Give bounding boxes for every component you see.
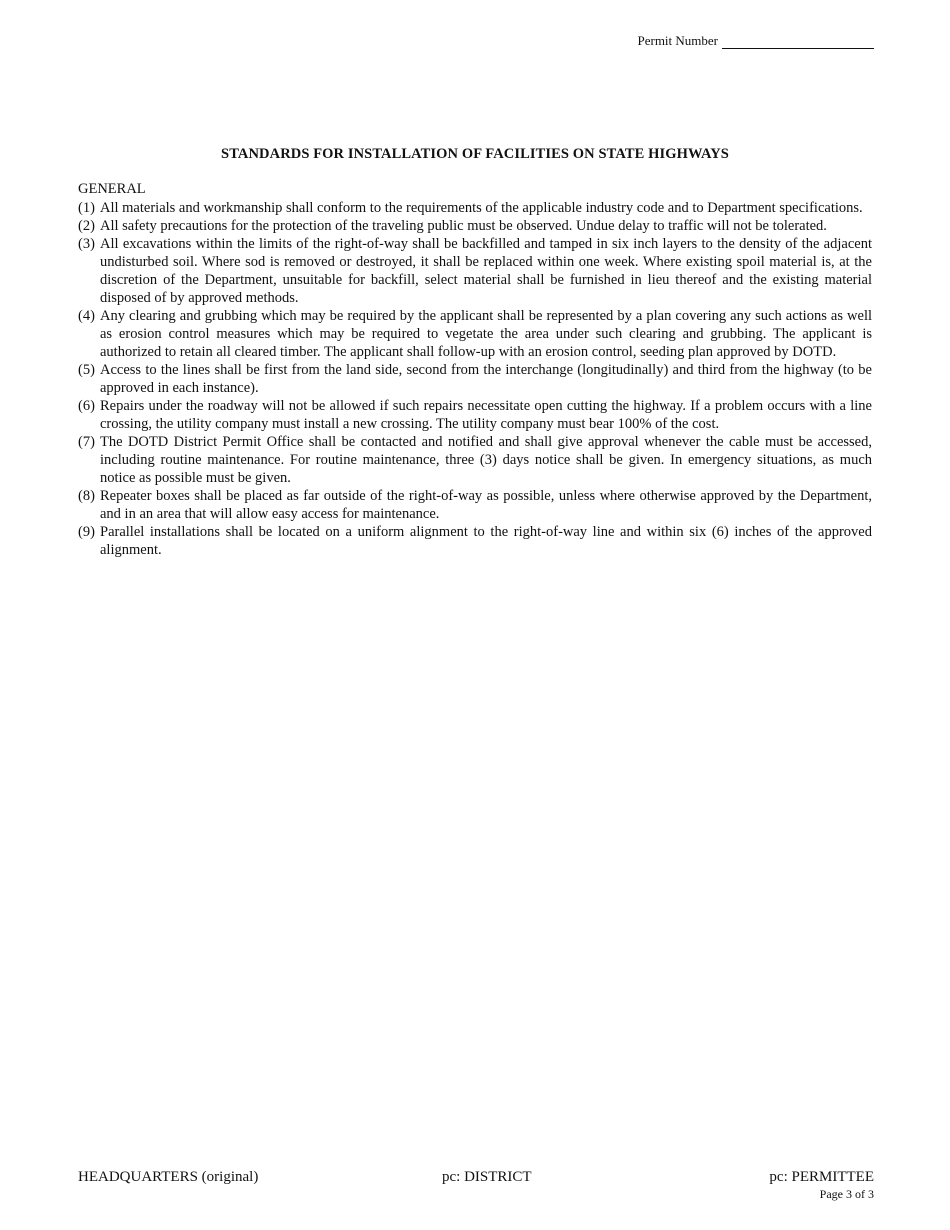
footer-permittee: pc: PERMITTEE (769, 1169, 874, 1185)
page-number: Page 3 of 3 (819, 1187, 874, 1201)
item-number: (6) (78, 398, 95, 414)
item-number: (2) (78, 218, 95, 234)
list-item (78, 487, 872, 523)
item-number: (1) (78, 200, 95, 216)
list-item (78, 361, 872, 397)
section-heading: GENERAL (78, 181, 146, 197)
list-item (78, 397, 872, 433)
item-text: Repeater boxes shall be placed as far outside of the right-of-way as possible, unless where otherwise approved by the Department, and in an area that will allow easy access for maintenance. (100, 488, 872, 522)
permit-number-field (637, 33, 874, 49)
list-item (78, 307, 872, 361)
item-text: All safety precautions for the protection of the traveling public must be observed. Undue delay to traffic will not be tolerated. (100, 218, 827, 234)
list-item (78, 235, 872, 307)
item-text: All materials and workmanship shall conform to the requirements of the applicable industry code and to Department specifications. (100, 200, 863, 216)
item-number: (3) (78, 236, 95, 252)
item-number: (7) (78, 434, 95, 450)
item-number: (5) (78, 362, 95, 378)
item-number: (8) (78, 488, 95, 504)
item-text: The DOTD District Permit Office shall be contacted and notified and shall give approval whenever the cable must be accessed, including routine maintenance. For routine maintenance, three (3) days notice shall be given. In emergency situations, as much notice as possible must be given. (100, 434, 872, 486)
list-item (78, 199, 872, 217)
list-item (78, 217, 872, 235)
permit-number-blank-line (722, 36, 874, 49)
footer-district: pc: DISTRICT (442, 1169, 532, 1185)
page-title: STANDARDS FOR INSTALLATION OF FACILITIES ON STATE HIGHWAYS (221, 146, 729, 162)
list-item (78, 523, 872, 559)
standards-list (78, 199, 872, 559)
item-text: Access to the lines shall be first from the land side, second from the interchange (longitudinally) and third from the highway (to be approved in each instance). (100, 362, 872, 396)
item-number: (9) (78, 524, 95, 540)
item-text: All excavations within the limits of the right-of-way shall be backfilled and tamped in six inch layers to the density of the adjacent undisturbed soil. Where sod is removed or destroyed, it shall be replaced within one week. Where existing spoil material is, at the discretion of the Department, unsuitable for backfill, select material shall be furnished in lieu thereof and the existing material disposed of by approved methods. (100, 236, 872, 306)
item-number: (4) (78, 308, 95, 324)
item-text: Any clearing and grubbing which may be required by the applicant shall be represented by a plan covering any such actions as well as erosion control measures which may be required to vegetate the area under such clearing and grubbing. The applicant is authorized to retain all cleared timber. The applicant shall follow-up with an erosion control, seeding plan approved by DOTD. (100, 308, 872, 360)
list-item (78, 433, 872, 487)
footer-headquarters: HEADQUARTERS (original) (78, 1169, 259, 1185)
item-text: Parallel installations shall be located on a uniform alignment to the right-of-way line and within six (6) inches of the approved alignment. (100, 524, 872, 558)
item-text: Repairs under the roadway will not be allowed if such repairs necessitate open cutting the highway. If a problem occurs with a line crossing, the utility company must install a new crossing. The utility company must bear 100% of the cost. (100, 398, 872, 432)
permit-number-label: Permit Number (637, 33, 718, 48)
